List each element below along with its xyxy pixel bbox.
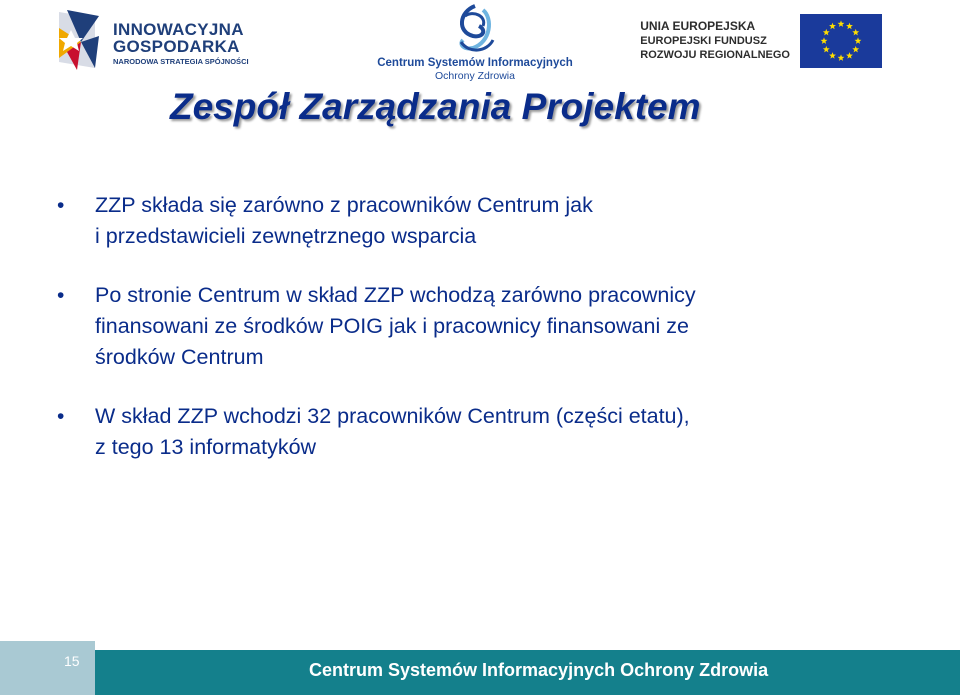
eu-star-icon: [838, 20, 845, 27]
eu-star-icon: [829, 52, 836, 59]
page-number: 15: [64, 653, 80, 669]
footer-bar: [95, 650, 960, 695]
eu-fund-logo: [640, 14, 885, 70]
eu-flag-icon: [800, 14, 882, 68]
bullet-list: [55, 190, 885, 491]
csioz-swirl-icon: [453, 2, 497, 56]
csioz-logo: [375, 2, 575, 82]
bullet-text: W skład ZZP wchodzi 32 pracowników Centrum (części etatu), z tego 13 informatyków: [95, 404, 690, 459]
eu-star-icon: [838, 54, 845, 61]
logo-left-line3: NARODOWA STRATEGIA SPÓJNOŚCI: [113, 57, 249, 66]
bullet-item: [55, 280, 885, 373]
bullet-item: [55, 401, 885, 463]
bullet-dot-icon: •: [57, 284, 65, 307]
logo-center-line2: Ochrony Zdrowia: [435, 70, 515, 82]
eu-star-icon: [823, 29, 830, 36]
footer-text: Centrum Systemów Informacyjnych Ochrony Zdrowia: [309, 660, 769, 680]
eu-star-icon: [829, 23, 836, 30]
innowacyjna-gospodarka-logo: [55, 8, 265, 72]
eu-star-icon: [846, 52, 853, 59]
page-number-box: [0, 641, 95, 695]
logo-right-line1: UNIA EUROPEJSKA: [640, 19, 756, 33]
logo-right-line2: EUROPEJSKI FUNDUSZ: [640, 34, 767, 47]
eu-star-icon: [855, 37, 862, 44]
slide-title: Zespół Zarządzania Projektem: [170, 86, 701, 127]
eu-star-icon: [823, 46, 830, 53]
eu-fund-text: [640, 19, 790, 63]
logo-center-line1: Centrum Systemów Informacyjnych: [377, 57, 573, 69]
bullet-item: [55, 190, 885, 252]
eu-stars-icon: [800, 14, 882, 68]
bullet-dot-icon: •: [57, 194, 65, 217]
eu-star-icon: [821, 37, 828, 44]
logo-left-line2: GOSPODARKA: [113, 37, 240, 56]
bullet-dot-icon: •: [57, 405, 65, 428]
eu-star-icon: [852, 29, 859, 36]
logo-right-line3: ROZWOJU REGIONALNEGO: [640, 49, 790, 61]
logo-left-line1: INNOWACYJNA: [113, 20, 244, 39]
bullet-text: Po stronie Centrum w skład ZZP wchodzą zarówno pracownicy finansowani ze środków POIG jak i pracownicy finansowani ze środków Centrum: [95, 283, 696, 369]
eu-star-icon: [852, 46, 859, 53]
eu-star-icon: [846, 23, 853, 30]
innowacyjna-gospodarka-emblem-icon: [55, 8, 105, 72]
bullet-text: ZZP składa się zarówno z pracowników Centrum jak i przedstawicieli zewnętrznego wsparcia: [95, 193, 593, 248]
